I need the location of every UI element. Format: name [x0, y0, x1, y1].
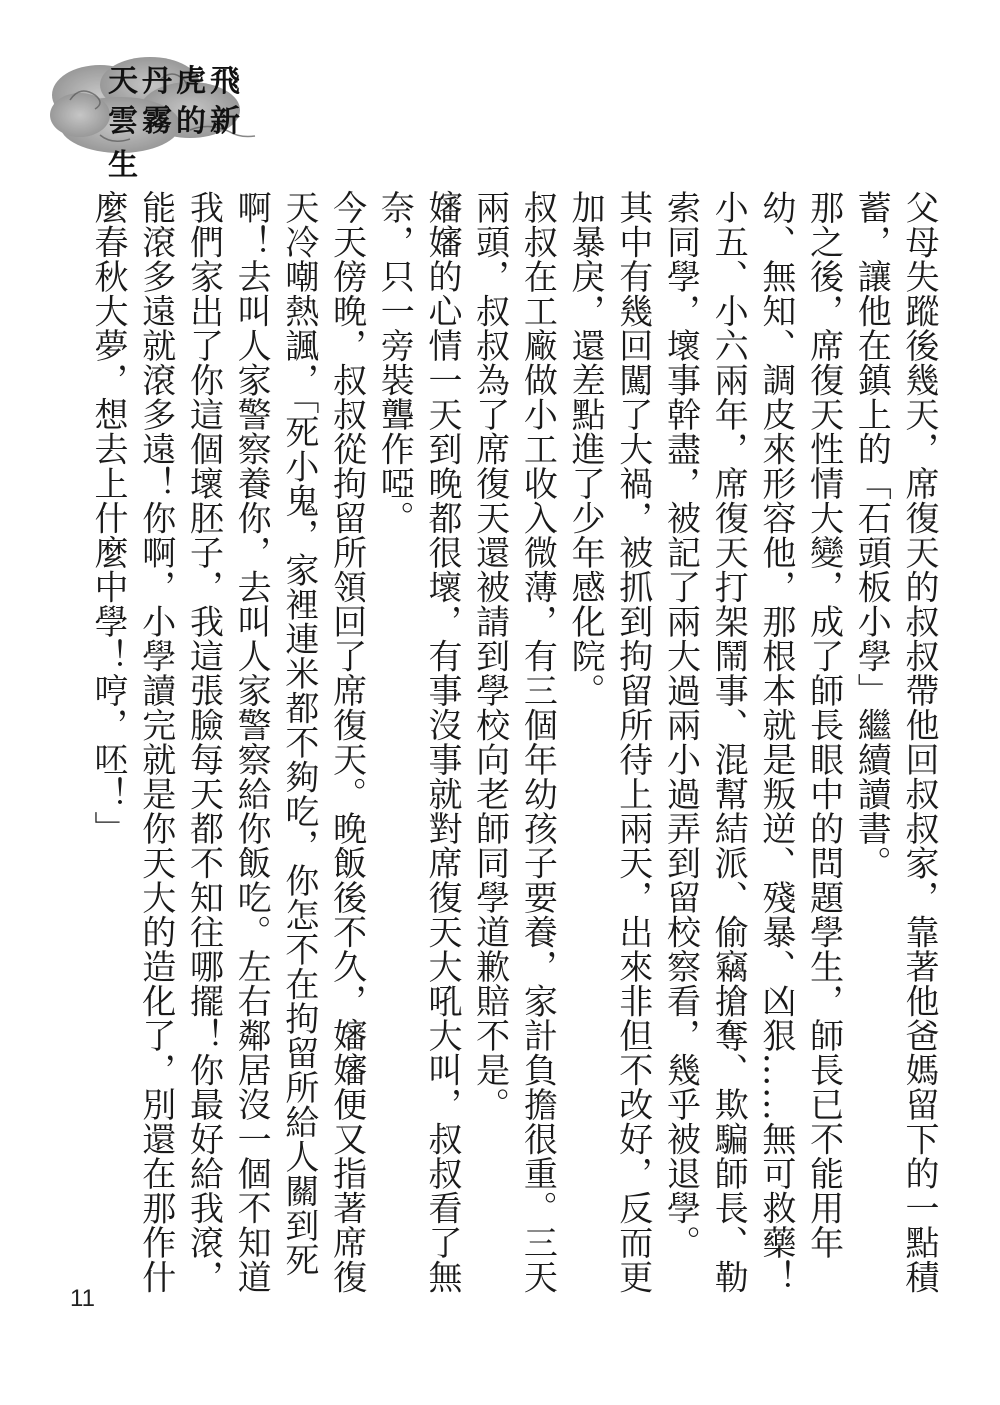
- vertical-body-text: [88, 190, 942, 1320]
- paragraph: 其中有幾回闖了大禍，被抓到拘留所待上兩天，出來非但不改好，反而更加暴戾，還差點進了少年感化院。: [565, 190, 653, 1294]
- paragraph: 那之後，席復天性情大變，成了師長眼中的問題學生，師長已不能用年幼、無知、調皮來形容他，那根本就是叛逆、殘暴、凶狠……無可救藥！: [755, 190, 844, 1294]
- paragraph: 叔叔在工廠做小工收入微薄，有三個年幼孩子要養，家計負擔很重。三天兩頭，叔叔為了席復天還被請到學校向老師同學道歉賠不是。: [469, 190, 558, 1294]
- running-header: [40, 40, 260, 183]
- paragraph: 父母失蹤後幾天，席復天的叔叔帶他回叔叔家，靠著他爸媽留下的一點積蓄，讓他在鎮上的「石頭板小學」繼續讀書。: [851, 190, 939, 1294]
- book-subtitle: 雲霧的新生: [108, 104, 244, 183]
- page-number: 11: [70, 1285, 95, 1312]
- paragraph: 嬸嬸的心情一天到晚都很壞，有事沒事就對席復天大吼大叫，叔叔看了無奈，只一旁裝聾作啞。: [374, 190, 462, 1294]
- book-title: 天丹虎飛: [108, 64, 244, 99]
- paragraph: 今天傍晚，叔叔從拘留所領回了席復天。晚飯後不久，嬸嬸便又指著席復天冷嘲熱諷，「死小鬼，家裡連米都不夠吃，你怎不在拘留所給人關到死啊！去叫人家警察養你，去叫人家警察給你飯吃。左右鄰居沒一個不知道我們家出了你這個壞胚子，我這張臉每天都不知往哪擺！你最好給我滾，能滾多遠就滾多遠！你啊，小學讀完就是你天大的造化了，別還在那作什麼春秋大夢，想去上什麼中學！哼，呸！」: [88, 190, 367, 1294]
- paragraph: 小五、小六兩年，席復天打架鬧事、混幫結派、偷竊搶奪、欺騙師長、勒索同學，壞事幹盡，被記了兩大過兩小過弄到留校察看，幾乎被退學。: [660, 190, 749, 1294]
